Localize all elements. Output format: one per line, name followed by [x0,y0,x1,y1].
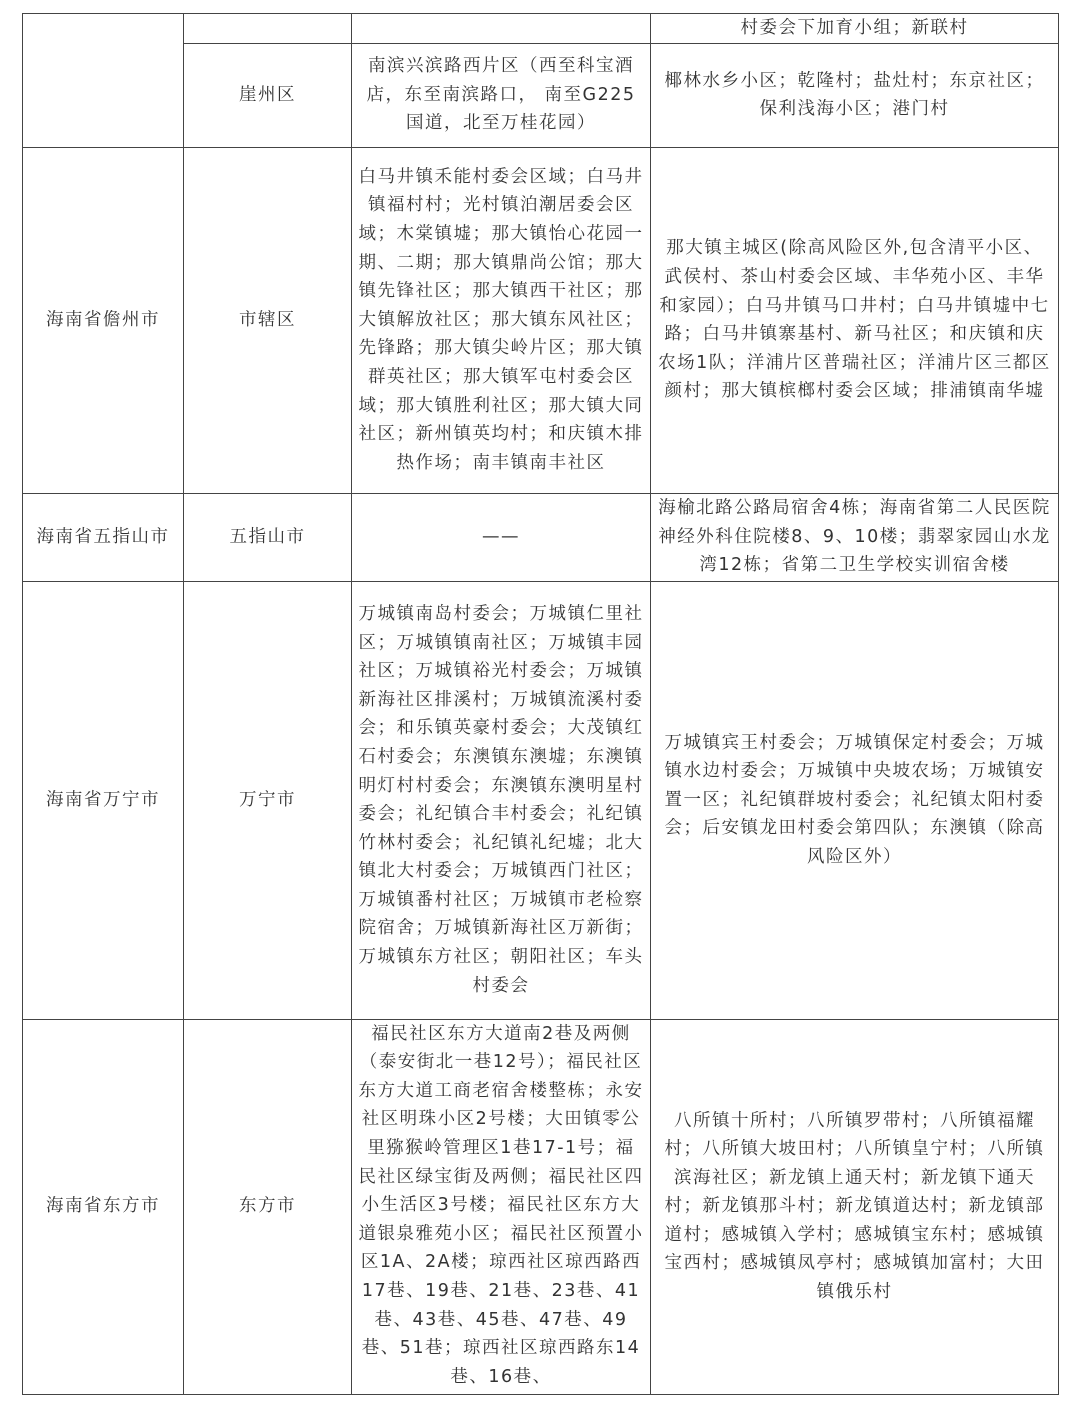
table-row [23,493,1059,581]
medium-risk-cell: 万城镇南岛村委会；万城镇仁里社区；万城镇镇南社区；万城镇丰园社区；万城镇裕光村委会；万城镇新海社区排溪村；万城镇流溪村委会；和乐镇英豪村委会；大茂镇红石村委会；东澳镇东澳墟；东澳镇明灯村村委会；东澳镇东澳明星村委会；礼纪镇合丰村委会；礼纪镇竹林村委会；礼纪镇礼纪墟；北大镇北大村委会；万城镇西门社区；万城镇番村社区；万城镇市老检察院宿舍；万城镇新海社区万新街；万城镇东方社区；朝阳社区；车头村委会 [352,581,651,1019]
low-risk-cell: 万城镇宾王村委会；万城镇保定村委会；万城镇水边村委会；万城镇中央坡农场；万城镇安置一区；礼纪镇群坡村委会；礼纪镇太阳村委会；后安镇龙田村委会第四队；东澳镇（除高风险区外） [651,581,1059,1019]
medium-risk-cell: 南滨兴滨路西片区（西至科宝酒店，东至南滨路口， 南至G225国道，北至万桂花园） [352,43,651,147]
medium-risk-cell: 福民社区东方大道南2巷及两侧（泰安街北一巷12号）；福民社区东方大道工商老宿舍楼整栋；永安社区明珠小区2号楼；大田镇零公里猕猴岭管理区1巷17-1号；福民社区绿宝街及两侧；福民社区四小生活区3号楼；福民社区东方大道银泉雅苑小区；福民社区预置小区1A、2A楼；琼西社区琼西路西17巷、19巷、21巷、23巷、41巷、43巷、45巷、47巷、49巷、51巷；琼西社区琼西路东14巷、16巷、 [352,1019,651,1394]
table-row [23,14,1059,44]
low-risk-cell: 村委会下加育小组；新联村 [651,14,1059,44]
low-risk-cell: 那大镇主城区(除高风险区外,包含清平小区、武侯村、茶山村委会区域、丰华苑小区、丰华和家园）；白马井镇马口井村；白马井镇墟中七路；白马井镇寨基村、新马社区；和庆镇和庆农场1队；洋浦片区普瑞社区；洋浦片区三都区颜村；那大镇槟榔村委会区域；排浦镇南华墟 [651,147,1059,493]
low-risk-cell: 海榆北路公路局宿舍4栋；海南省第二人民医院神经外科住院楼8、9、10楼；翡翠家园山水龙湾12栋；省第二卫生学校实训宿舍楼 [651,493,1059,581]
district-cell: 五指山市 [184,493,352,581]
medium-risk-cell: 白马井镇禾能村委会区域；白马井镇福村村；光村镇泊潮居委会区域；木棠镇墟；那大镇怡心花园一期、二期；那大镇鼎尚公馆；那大镇先锋社区；那大镇西干社区；那大镇解放社区；那大镇东风社区；先锋路；那大镇尖岭片区；那大镇群英社区；那大镇军屯村委会区域；那大镇胜利社区；那大镇大同社区；新州镇英均村；和庆镇木排热作场；南丰镇南丰社区 [352,147,651,493]
city-cell: 海南省五指山市 [23,493,184,581]
medium-risk-cell: —— [352,493,651,581]
medium-risk-cell [352,14,651,44]
city-cell [23,14,184,148]
risk-area-table [22,13,1059,1395]
district-cell [184,14,352,44]
low-risk-cell: 八所镇十所村；八所镇罗带村；八所镇福耀村；八所镇大坡田村；八所镇皇宁村；八所镇滨海社区；新龙镇上通天村；新龙镇下通天村；新龙镇那斗村；新龙镇道达村；新龙镇部道村；感城镇入学村；感城镇宝东村；感城镇宝西村；感城镇凤亭村；感城镇加富村；大田镇俄乐村 [651,1019,1059,1394]
low-risk-cell: 椰林水乡小区；乾隆村；盐灶村；东京社区；保利浅海小区；港门村 [651,43,1059,147]
district-cell: 崖州区 [184,43,352,147]
district-cell: 万宁市 [184,581,352,1019]
district-cell: 市辖区 [184,147,352,493]
city-cell: 海南省东方市 [23,1019,184,1394]
table-row [23,147,1059,493]
table-row [23,581,1059,1019]
district-cell: 东方市 [184,1019,352,1394]
city-cell: 海南省万宁市 [23,581,184,1019]
table-row [23,1019,1059,1394]
city-cell: 海南省儋州市 [23,147,184,493]
